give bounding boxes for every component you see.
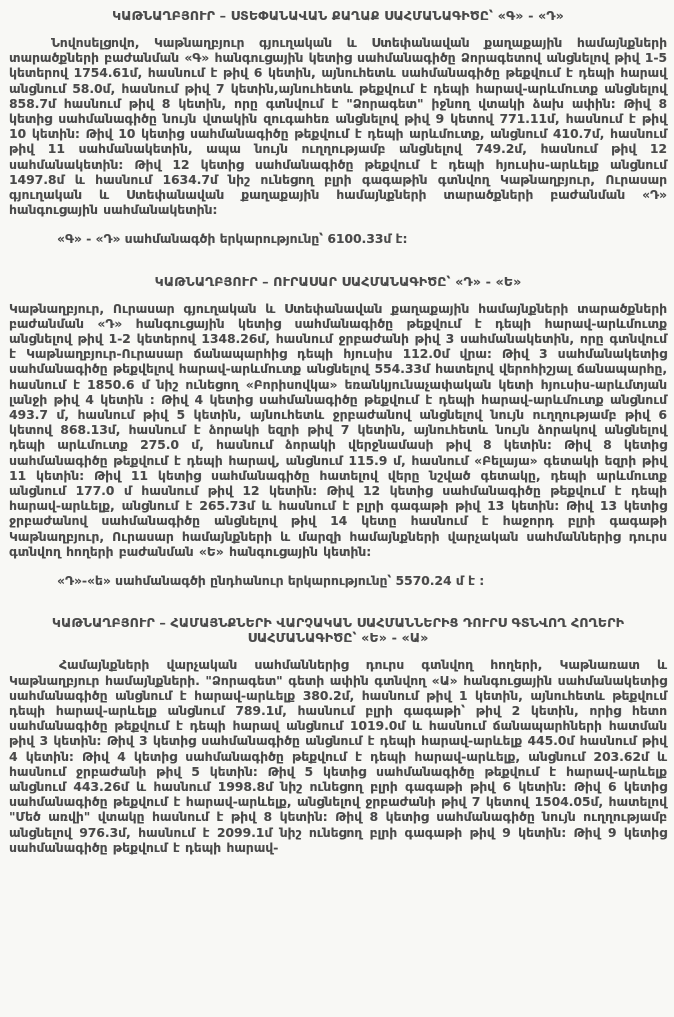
boundary-description-paragraph: Կաթնաղբյուր, Ուրասար գյուղական և Ստեփանավան քաղաքային համայնքների տարածքների բաժանման «Դ» հանգուցային կետից սահմանագիծը թեքվում է դեպի հարավ-արևմուտք անցնելով թիվ 1-2 կետերով 1348.26մ, հասնում ջրբաժանի թիվ 3 սահմանակետին, որը գտնվում է Կաթնաղբյուր-Ուրասար ճանապարհից դեպի հյուսիս 112.0մ վրա: Թիվ 3 սահմանակետից սահմանագիծը թեքվելով հարավ-արևմուտք անցնելով 554.33մ հատելով վերոհիշյալ ճանապարհը, հասնում է 1850.6 մ նիշ ունեցող «Բորիսովկա» եռանկյունաչափական կետի հյուսիս-արևմտյան լանջի թիվ 4 կետին : Թիվ 4 կետից սահմանագիծը թեքվում է դեպի հարավ-արևմուտք անցնում 493.7 մ, հասնում թիվ 5 կետին, այնուհետև ջրբաժանով անցնելով նույն ուղղությամբ թիվ 6 կետով 868.13մ, հասնում է ձորակի եզրի թիվ 7 կետին, այնուհետև նույն ձորակով անցնելով դեպի արևմուտք 275.0 մ, հասնում ձորակի վերջնամասի թիվ 8 կետին: Թիվ 8 կետից սահմանագիծը թեքվում է դեպի հարավ, անցնում 115.9 մ, հասնում «Բելայա» գետակի եզրի թիվ 11 կետին: Թիվ 11 կետից սահմանագիծը հատելով վերը նշված գետակը, դեպի արևմուտք անցնում 177.0 մ հասնում թիվ 12 կետին: Թիվ 12 կետից սահմանագիծը թեքվում է դեպի հարավ-արևելք, անցնում է 265.73մ և հասնում է բլրի գագաթի թիվ 13 կետին: Թիվ 13 կետից ջրբաժանով սահմանագիծը անցնելով թիվ 14 կետը հասնում է հաջորդ բլրի գագաթի Կաթնաղբյուր, Ուրասար համայնքների և մարզի համայնքների վարչական սահմաններից դուրս գտնվող հողերի բաժանման «Ե» հանգուցային կետին: — [9, 301, 667, 559]
boundary-description-paragraph: Նովոսելցովո, Կաթնաղբյուր գյուղական և Ստեփանավան քաղաքային համայնքների տարածքների բաժանման «Գ» հանգուցային կետից սահմանագիծը Ձորագետով անցնելով թիվ 1-5 կետերով 1754.61մ, հասնում է թիվ 6 կետին, այնուհետև սահմանագիծը թեքվում է դեպի հարավ անցնում 58.0մ, հասնում թիվ 7 կետին,այնուհետև թեքվում է դեպի հարավ-արևմուտք անցնելով 858.7մ հասնում թիվ 8 կետին, որը գտնվում է "Ձորագետ" իջնող վտակի ձախ ափին: Թիվ 8 կետից սահմանագիծը նույն վտակին զուգահեռ անցնելով թիվ 9 կետով 771.11մ, հասնում է թիվ 10 կետին: Թիվ 10 կետից սահմանագիծը թեքվում է դեպի արևմուտք, անցնում 410.7մ, հասնում թիվ 11 սահմանակետին, ապա նույն ուղղությամբ անցնելով 749.2մ, հասնում թիվ 12 սահմանակետին: Թիվ 12 կետից սահմանագիծը թեքվում է դեպի հյուսիս-արևելք անցնում 1497.8մ և հասնում 1634.7մ նիշ ունեցող բլրի գագաթին գտնվող Կաթնաղբյուր, Ուրասար գյուղական և Ստեփանավան քաղաքային համայնքների տարածքների բաժանման «Դ» հանգուցային սահմանակետին: — [9, 36, 667, 218]
boundary-length-line: «Գ» - «Դ» սահմանագծի երկարությունը՝ 6100.33մ է: — [57, 232, 408, 247]
section-title: ԿԱԹՆԱՂԲՅՈՒՐ – ՀԱՄԱՅՆՔՆԵՐԻ ՎԱՐՉԱԿԱՆ ՍԱՀՄԱՆՆԵՐԻՑ ԴՈՒՐՍ ԳՏՆՎՈՂ ՀՈՂԵՐԻ ՍԱՀՄԱՆԱԳԻԾԸ՝ «Ե» - «Ա» — [51, 615, 625, 646]
boundary-description-paragraph: Համայնքների վարչական սահմաններից դուրս գտնվող հողերի, Կաթնառատ և Կաթնաղբյուր համայնքների. "Ձորագետ" գետի ափին գտնվող «Ա» հանգուցային սահմանակետից սահմանագիծը անցնում է հարավ-արևելք 380.2մ, հասնում թիվ 1 կետին, այնուհետև թեքվում դեպի հարավ-արևելք անցնում 789.1մ, հասնում բլրի գագաթի՝ թիվ 2 կետին, որից հետո սահմանագիծը թեքվում է դեպի հարավ անցնում 1019.0մ և հասնում ճանապարհների հատման թիվ 3 կետին: Թիվ 3 կետից սահմանագիծը անցնում է դեպի հարավ-արևելք 445.0մ հասնում թիվ 4 կետին: Թիվ 4 կետից սահմանագիծը թեքվում է դեպի հարավ-արևելք, անցնում 203.62մ և հասնում ջրբաժանի թիվ 5 կետին: Թիվ 5 կետից սահմանագիծը թեքվում է հարավ-արևելք անցնում 443.26մ և հասնում 1998.8մ նիշ ունեցող բլրի գագաթի թիվ 6 կետին: Թիվ 6 կետից սահմանագիծը թեքվում է հարավ-արևելք, անցնելով ջրբաժանի թիվ 7 կետով 1504.05մ, հատելով "Մեծ առվի" վտակը հասնում է թիվ 8 կետին: Թիվ 8 կետից սահմանագիծը նույն ուղղությամբ անցնելով 976.3մ, հասնում է 2099.1մ նիշ ունեցող բլրի գագաթի թիվ 9 կետին: Թիվ 9 կետից սահմանագիծը թեքվում է դեպի հարավ- — [9, 658, 667, 855]
section-title: ԿԱԹՆԱՂԲՅՈՒՐ – ՍՏԵՓԱՆԱՎԱՆ ՔԱՂԱՔ ՍԱՀՄԱՆԱԳԻԾԸ՝ «Գ» - «Դ» — [112, 8, 564, 23]
boundary-length-line: «Դ»-«ե» սահմանագծի ընդհանուր երկարությունը՝ 5570.24 մ է : — [57, 574, 485, 589]
section-katnaghbyur-outside-lands — [9, 615, 667, 856]
section-katnaghbyur-stepanavan — [9, 8, 667, 248]
section-title: ԿԱԹՆԱՂԲՅՈՒՐ – ՈՒՐԱՍԱՐ ՍԱՀՄԱՆԱԳԻԾԸ՝ «Դ» - «Ե» — [154, 273, 522, 289]
section-katnaghbyur-urasar — [9, 274, 667, 590]
